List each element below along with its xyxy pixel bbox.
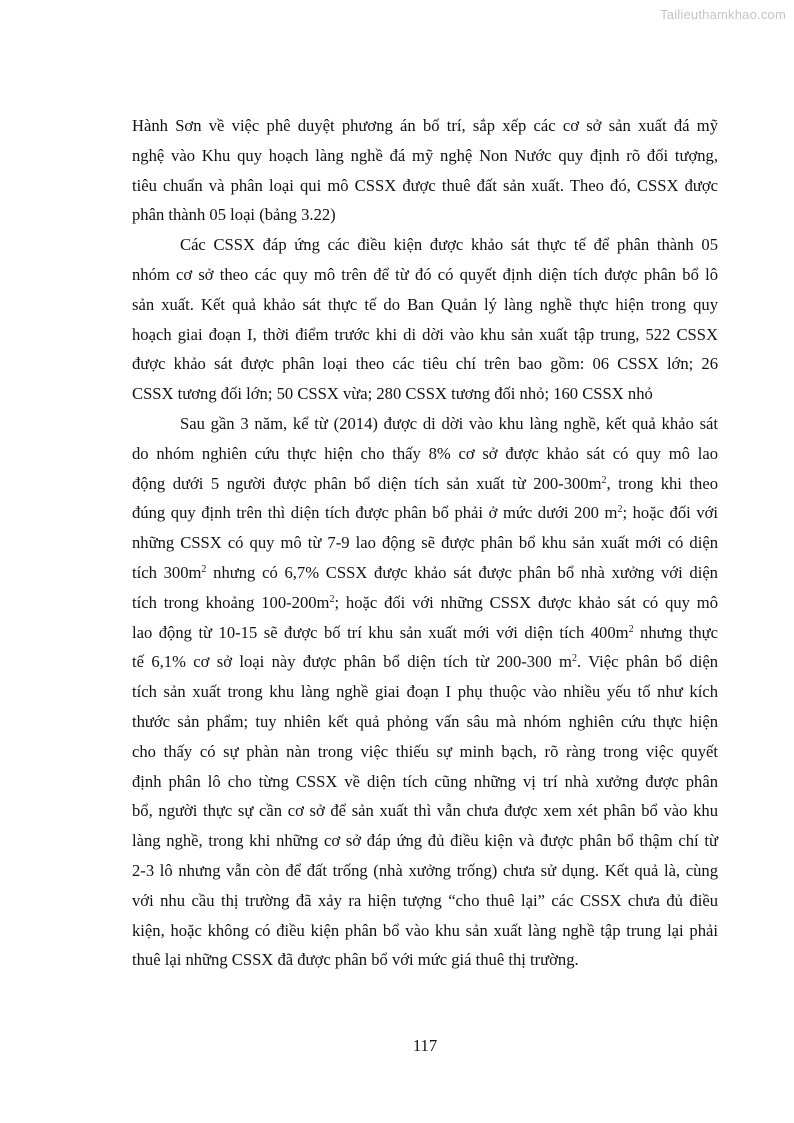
text-line [132, 498, 718, 528]
text-fragment: lao động từ 10-15 sẽ được bố trí khu sản xuất mới với diện tích 400m [132, 622, 629, 642]
superscript: 2 [329, 593, 335, 605]
text-line [132, 469, 718, 499]
text-line: cho thấy có sự phàn nàn trong việc thiếu sự minh bạch, rõ ràng trong việc quyết [132, 741, 718, 761]
text-line [132, 558, 718, 588]
text-line: hoạch giai đoạn I, thời điểm trước khi di dời vào khu sản xuất tập trung, 522 CSSX [132, 324, 718, 344]
document-body [132, 111, 718, 975]
watermark: Tailieuthamkhao.com [660, 7, 786, 22]
text-line: nhóm cơ sở theo các quy mô trên để từ đó có quyết định diện tích được phân bổ lô [132, 264, 718, 284]
text-line: 2-3 lô nhưng vẫn còn để đất trống (nhà xưởng trống) chưa sử dụng. Kết quả là, cùng [132, 860, 718, 880]
superscript: 2 [571, 653, 577, 665]
text-fragment: tích trong khoảng 100-200m [132, 592, 330, 612]
text-line: được khảo sát được phân loại theo các tiêu chí trên bao gồm: 06 CSSX lớn; 26 [132, 354, 718, 374]
text-line [132, 647, 718, 677]
text-line: Hành Sơn về việc phê duyệt phương án bố trí, sắp xếp các cơ sở sản xuất đá mỹ [132, 116, 718, 135]
text-fragment: tế 6,1% cơ sở loại này được phân bổ diện tích từ 200-300 m [132, 652, 572, 672]
text-line: sản xuất. Kết quả khảo sát thực tế do Ban Quản lý làng nghề thực hiện trong quy [132, 294, 718, 314]
superscript: 2 [628, 623, 634, 635]
text-line: phân thành 05 loại (bảng 3.22) [132, 205, 336, 225]
text-line: kiện, hoặc không có điều kiện phân bổ vào khu sản xuất làng nghề tập trung lại phải [132, 920, 718, 940]
text-line: nghệ vào Khu quy hoạch làng nghề đá mỹ nghệ Non Nước quy định rõ đối tượng, [132, 145, 718, 165]
text-line: định phân lô cho từng CSSX về diện tích cũng những vị trí nhà xưởng được phân [132, 771, 718, 791]
paragraph-3 [132, 409, 718, 975]
text-fragment: tích 300m [132, 562, 202, 582]
text-line: do nhóm nghiên cứu thực hiện cho thấy 8% cơ sở được khảo sát có quy mô lao [132, 443, 718, 463]
text-line: những CSSX có quy mô từ 7-9 lao động sẽ được phân bổ khu sản xuất mới có diện [132, 533, 718, 553]
text-fragment: ; hoặc đối với những CSSX được khảo sát có quy mô [334, 592, 718, 612]
text-fragment: động dưới 5 người được phân bổ diện tích sản xuất từ 200-300m [132, 473, 602, 493]
text-fragment: , trong khi theo [606, 473, 718, 493]
text-fragment: nhưng thực [633, 622, 718, 642]
text-line [132, 588, 718, 618]
text-line: bổ, người thực sự cần cơ sở để sản xuất thì vẫn chưa được xem xét phân bổ vào khu [132, 801, 718, 821]
page-number: 117 [412, 1036, 438, 1055]
text-line: Các CSSX đáp ứng các điều kiện được khảo sát thực tế để phân thành 05 [180, 235, 718, 255]
paragraph-2 [132, 230, 718, 409]
text-line: tích sản xuất trong khu làng nghề giai đoạn I phụ thuộc vào nhiều yếu tố như kích [132, 682, 718, 702]
superscript: 2 [617, 504, 623, 516]
text-fragment: nhưng có 6,7% CSSX được khảo sát được phân bổ nhà xưởng với diện [206, 562, 718, 582]
text-line: CSSX tương đối lớn; 50 CSSX vừa; 280 CSSX tương đối nhỏ; 160 CSSX nhỏ [132, 384, 653, 404]
text-line: tiêu chuẩn và phân loại qui mô CSSX được thuê đất sản xuất. Theo đó, CSSX được [132, 175, 718, 195]
text-line: với nhu cầu thị trường đã xảy ra hiện tượng “cho thuê lại” các CSSX chưa đủ điều [132, 890, 718, 910]
text-line: làng nghề, trong khi những cơ sở đáp ứng đủ điều kiện và được phân bổ thậm chí từ [132, 831, 718, 851]
text-fragment: . Việc phân bổ diện [576, 652, 718, 672]
text-fragment: đúng quy định trên thì diện tích được phân bổ phải ở mức dưới 200 m [132, 503, 618, 523]
paragraph-1 [132, 111, 718, 230]
text-line [132, 618, 718, 648]
text-fragment: ; hoặc đối với [622, 503, 719, 523]
superscript: 2 [201, 563, 207, 575]
text-line: thuê lại những CSSX đã được phân bổ với mức giá thuê thị trường. [132, 950, 579, 970]
text-line: Sau gần 3 năm, kể từ (2014) được di dời vào khu làng nghề, kết quả khảo sát [180, 413, 718, 433]
text-line: thước sản phẩm; tuy nhiên kết quả phỏng vấn sâu mà nhóm nghiên cứu thực hiện [132, 711, 718, 731]
superscript: 2 [601, 474, 607, 486]
